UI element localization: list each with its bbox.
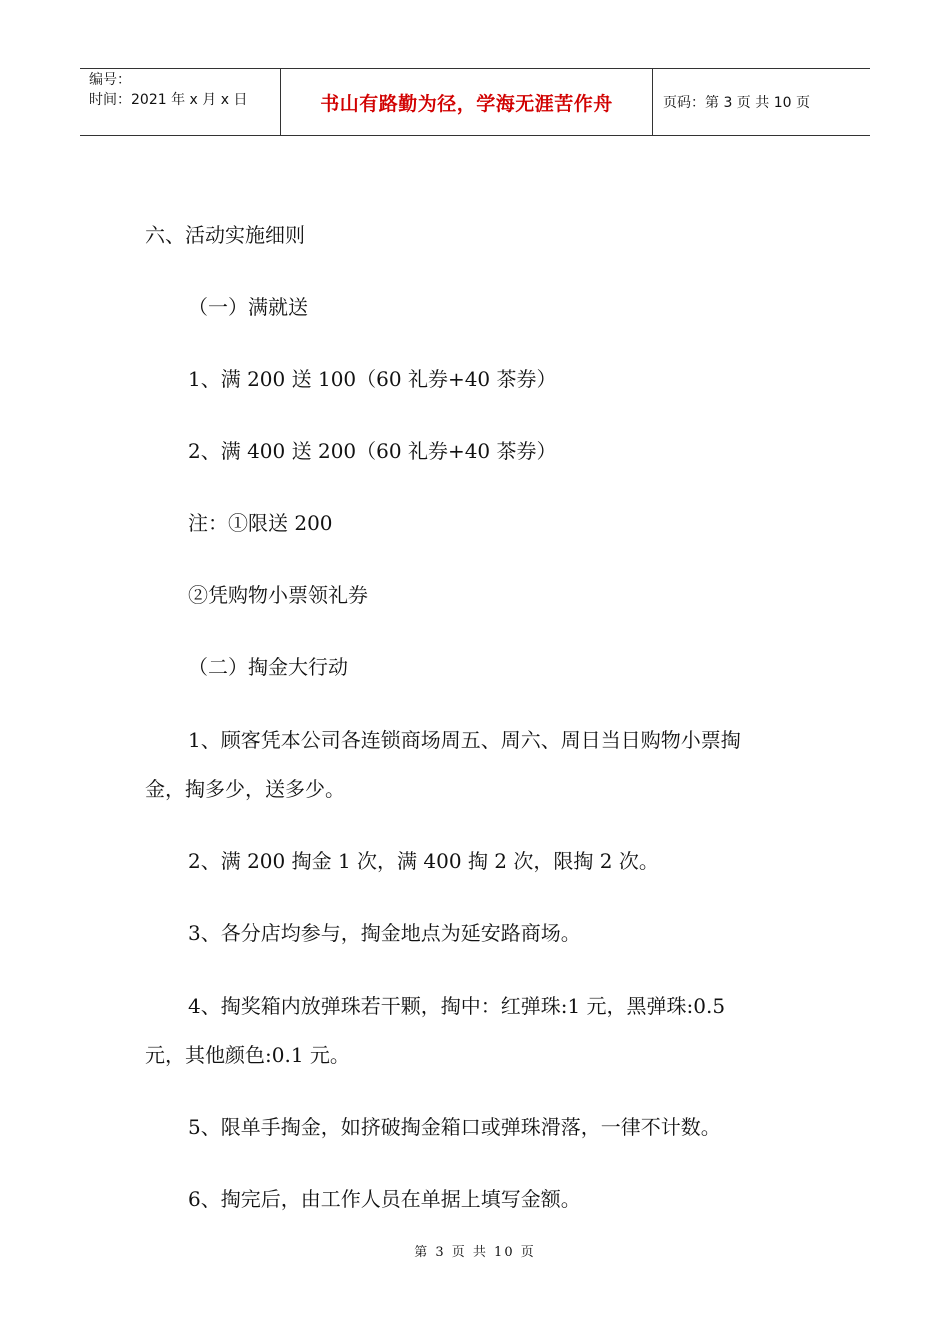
header-meta	[80, 69, 281, 135]
header-page-indicator: 页码：第 3 页 共 10 页	[663, 95, 810, 111]
document-date-label: 时间：2021 年 x 月 x 日	[89, 92, 248, 108]
body-paragraph: 1、顾客凭本公司各连锁商场周五、周六、周日当日购物小票掏	[188, 728, 741, 752]
body-paragraph: 6、掏完后，由工作人员在单据上填写金额。	[188, 1187, 581, 1211]
body-note: ②凭购物小票领礼券	[188, 583, 368, 607]
body-paragraph: 2、满 200 掏金 1 次，满 400 掏 2 次，限掏 2 次。	[188, 849, 659, 873]
subsection-heading: （一）满就送	[188, 295, 308, 319]
body-paragraph: 4、掏奖箱内放弹珠若干颗，掏中：红弹珠:1 元，黑弹珠:0.5	[188, 994, 726, 1018]
document-number-label: 编号：	[89, 72, 131, 88]
body-paragraph: 1、满 200 送 100（60 礼券+40 茶券）	[188, 367, 557, 391]
body-paragraph: 3、各分店均参与，掏金地点为延安路商场。	[188, 921, 581, 945]
body-paragraph: 5、限单手掏金，如挤破掏金箱口或弹珠滑落，一律不计数。	[188, 1115, 721, 1139]
page-footer: 第 3 页 共 10 页	[414, 1245, 536, 1260]
body-paragraph-continuation: 金，掏多少，送多少。	[145, 777, 345, 801]
section-heading: 六、活动实施细则	[145, 223, 305, 247]
body-paragraph-continuation: 元，其他颜色:0.1 元。	[145, 1043, 350, 1067]
page-header	[80, 68, 870, 136]
subsection-heading: （二）掏金大行动	[188, 655, 348, 679]
header-motto: 书山有路勤为径，学海无涯苦作舟	[281, 69, 653, 135]
body-note: 注：①限送 200	[188, 511, 333, 535]
body-paragraph: 2、满 400 送 200（60 礼券+40 茶券）	[188, 439, 557, 463]
